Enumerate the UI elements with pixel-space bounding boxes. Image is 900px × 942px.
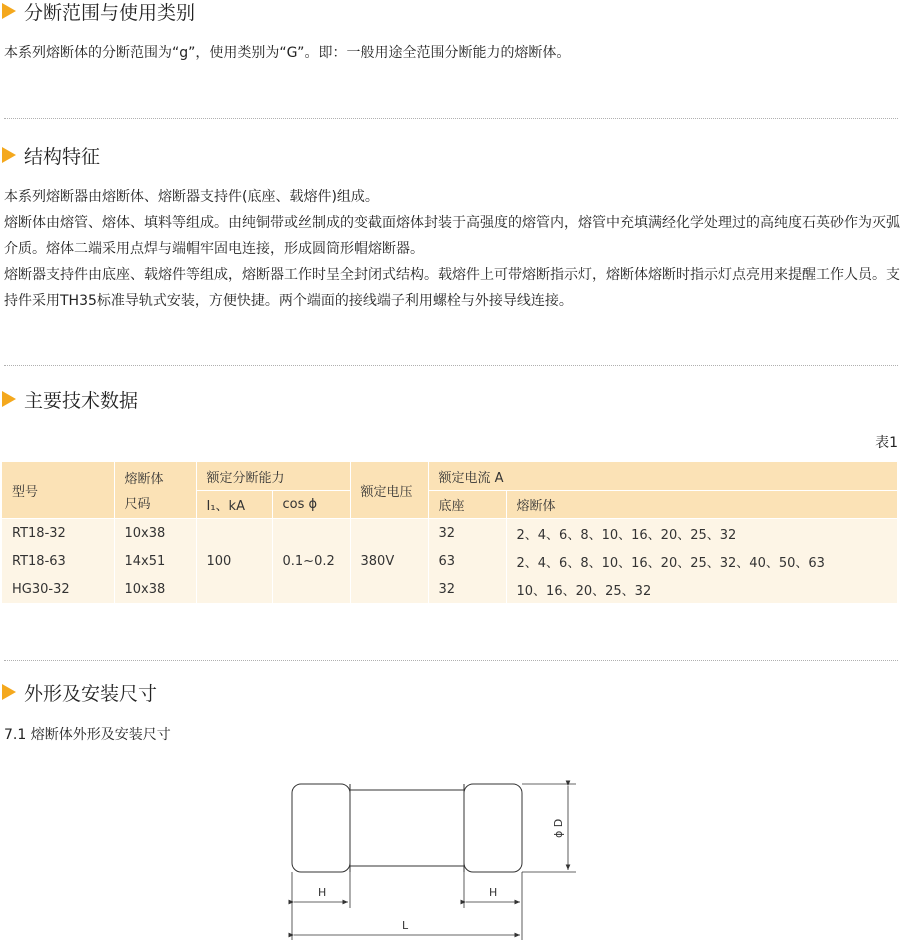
section-title-tech-data bbox=[0, 384, 138, 414]
arrow-bullet-icon bbox=[2, 3, 16, 19]
cell-base: 32 bbox=[428, 575, 506, 603]
paragraph: 本系列熔断器由熔断体、熔断器支持件(底座、载熔件)组成。 bbox=[4, 189, 379, 205]
table-row bbox=[2, 547, 898, 575]
tech-data-table bbox=[2, 462, 898, 603]
header-model: 型号 bbox=[2, 462, 114, 519]
header-fuse-size bbox=[114, 462, 196, 519]
cell-base: 32 bbox=[428, 519, 506, 548]
cell-base: 63 bbox=[428, 547, 506, 575]
cell-fuse: 10、16、20、25、32 bbox=[506, 575, 898, 603]
cell-model: RT18-63 bbox=[2, 547, 114, 575]
section-heading: 外形及安装尺寸 bbox=[24, 682, 158, 705]
dimension-diameter-label: ϕ D bbox=[552, 818, 565, 838]
header-cos: cos ϕ bbox=[272, 491, 350, 519]
cell-model: HG30-32 bbox=[2, 575, 114, 603]
header-fuse-size-line1: 熔断体 bbox=[124, 472, 164, 487]
dimension-h-right-label: H bbox=[489, 886, 498, 899]
cell-fuse: 2、4、6、8、10、16、20、25、32、40、50、63 bbox=[506, 547, 898, 575]
header-fuse: 熔断体 bbox=[506, 491, 898, 519]
divider bbox=[4, 660, 898, 661]
section-title-structure bbox=[0, 140, 100, 170]
breaking-range-text bbox=[4, 40, 900, 66]
header-rated-current: 额定电流 A bbox=[428, 462, 898, 491]
header-rated-voltage: 额定电压 bbox=[350, 462, 428, 519]
paragraph: 本系列熔断体的分断范围为“g”，使用类别为“G”。即：一般用途全范围分断能力的熔断体。 bbox=[4, 45, 571, 61]
arrow-bullet-icon bbox=[2, 147, 16, 163]
cell-i1: 100 bbox=[196, 519, 272, 604]
structure-text bbox=[4, 184, 900, 314]
table-row bbox=[2, 519, 898, 548]
cell-fuse: 2、4、6、8、10、16、20、25、32 bbox=[506, 519, 898, 548]
cell-model: RT18-32 bbox=[2, 519, 114, 548]
fuse-tube-shape bbox=[350, 790, 464, 866]
divider bbox=[4, 118, 898, 119]
table-row bbox=[2, 575, 898, 603]
section-title-breaking-range bbox=[0, 0, 195, 26]
dimension-h-left-label: H bbox=[318, 886, 327, 899]
divider bbox=[4, 365, 898, 366]
header-i1: I₁、kA bbox=[196, 491, 272, 519]
header-fuse-size-line2: 尺码 bbox=[124, 497, 151, 512]
section-title-dimensions bbox=[0, 677, 157, 707]
fuse-right-cap-shape bbox=[464, 784, 522, 872]
dimension-length-label: L bbox=[402, 919, 409, 932]
table-number: 表1 bbox=[875, 435, 898, 451]
arrow-bullet-icon bbox=[2, 684, 16, 700]
header-base: 底座 bbox=[428, 491, 506, 519]
cell-voltage: 380V bbox=[350, 519, 428, 604]
section-heading: 结构特征 bbox=[24, 145, 101, 168]
cell-cos: 0.1~0.2 bbox=[272, 519, 350, 604]
fuse-dimension-diagram bbox=[280, 770, 590, 942]
header-breaking-capacity: 额定分断能力 bbox=[196, 462, 350, 491]
fuse-left-cap-shape bbox=[292, 784, 350, 872]
arrow-bullet-icon bbox=[2, 391, 16, 407]
paragraph: 熔断体由熔管、熔体、填料等组成。由纯铜带或丝制成的变截面熔体封装于高强度的熔管内，熔管中充填满经化学处理过的高纯度石英砂作为灭弧介质。熔体二端采用点焊与端帽牢固电连接，形成圆筒形帽熔断器。 bbox=[4, 215, 900, 257]
cell-size: 14x51 bbox=[114, 547, 196, 575]
dimensions-subtitle: 7.1 熔断体外形及安装尺寸 bbox=[4, 727, 171, 743]
cell-size: 10x38 bbox=[114, 575, 196, 603]
section-heading: 主要技术数据 bbox=[24, 389, 139, 412]
section-heading: 分断范围与使用类别 bbox=[24, 1, 196, 24]
cell-size: 10x38 bbox=[114, 519, 196, 548]
paragraph: 熔断器支持件由底座、载熔件等组成，熔断器工作时呈全封闭式结构。载熔件上可带熔断指示灯，熔断体熔断时指示灯点亮用来提醒工作人员。支持件采用TH35标准导轨式安装，方便快捷。两个端面的接线端子利用螺栓与外接导线连接。 bbox=[4, 267, 900, 309]
